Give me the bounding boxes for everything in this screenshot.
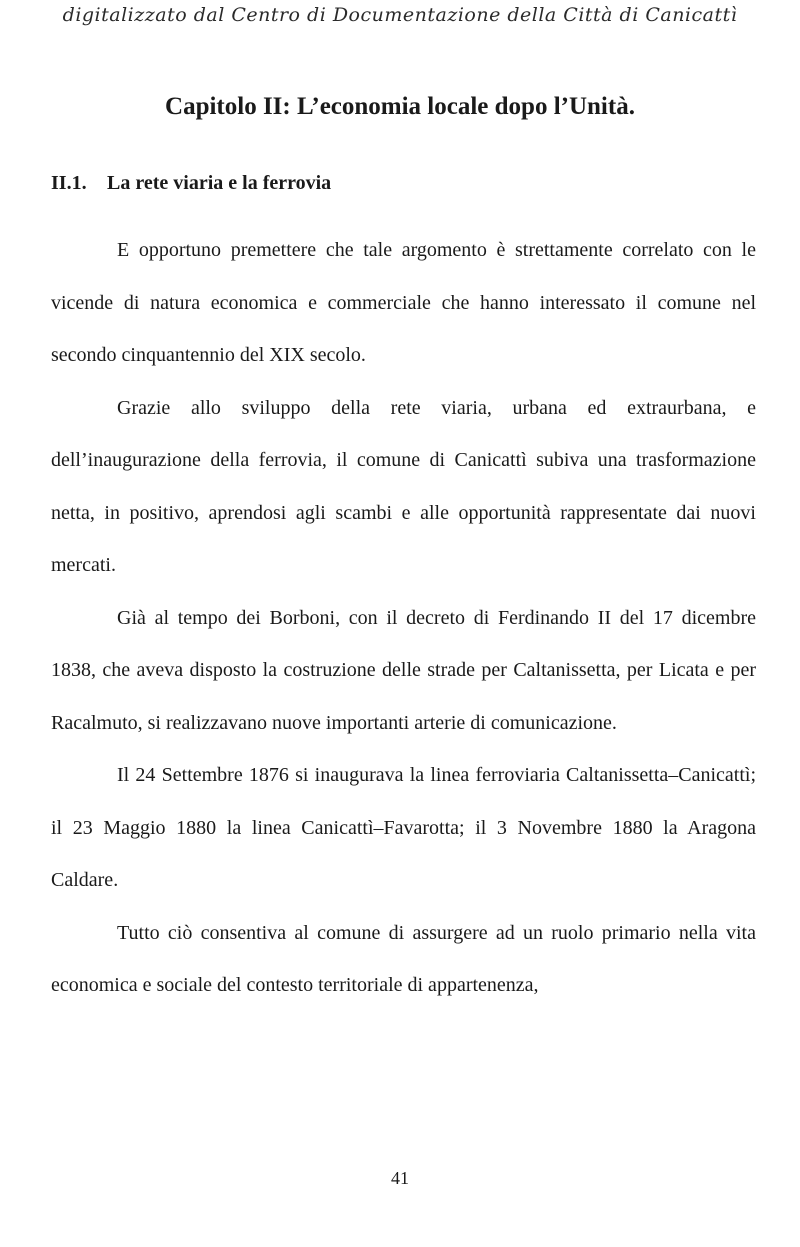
paragraph: Il 24 Settembre 1876 si inaugurava la linea ferroviaria Caltanissetta–Canicattì; il 23 Maggio 1880 la linea Canicattì–Favarotta; il 3 Novembre 1880 la Aragona Caldare. <box>51 764 756 891</box>
section-number: II.1. <box>51 172 87 194</box>
paragraph: Tutto ciò consentiva al comune di assurgere ad un ruolo primario nella vita economica e sociale del contesto territoriale di appartenenza, <box>51 921 756 996</box>
digitization-watermark: digitalizzato dal Centro di Documentazione della Città di Canicattì <box>62 4 738 26</box>
section-title: La rete viaria e la ferrovia <box>107 172 332 194</box>
section-heading <box>51 172 331 195</box>
paragraph: Grazie allo sviluppo della rete viaria, urbana ed extraurbana, e dell’inaugurazione della ferrovia, il comune di Canicattì subiva una trasformazione netta, in positivo, aprendosi agli scambi e alle opportunità rappresentate dai nuovi mercati. <box>51 396 756 576</box>
paragraph: E opportuno premettere che tale argomento è strettamente correlato con le vicende di natura economica e commerciale che hanno interessato il comune nel secondo cinquantennio del XIX secolo. <box>51 239 756 366</box>
page-number: 41 <box>391 1168 409 1188</box>
paragraph: Già al tempo dei Borboni, con il decreto di Ferdinando II del 17 dicembre 1838, che aveva disposto la costruzione delle strade per Caltanissetta, per Licata e per Racalmuto, si realizzavano nuove importanti arterie di comunicazione. <box>51 606 756 734</box>
chapter-title: Capitolo II: L’economia locale dopo l’Unità. <box>165 93 635 120</box>
body-text <box>51 224 756 1012</box>
